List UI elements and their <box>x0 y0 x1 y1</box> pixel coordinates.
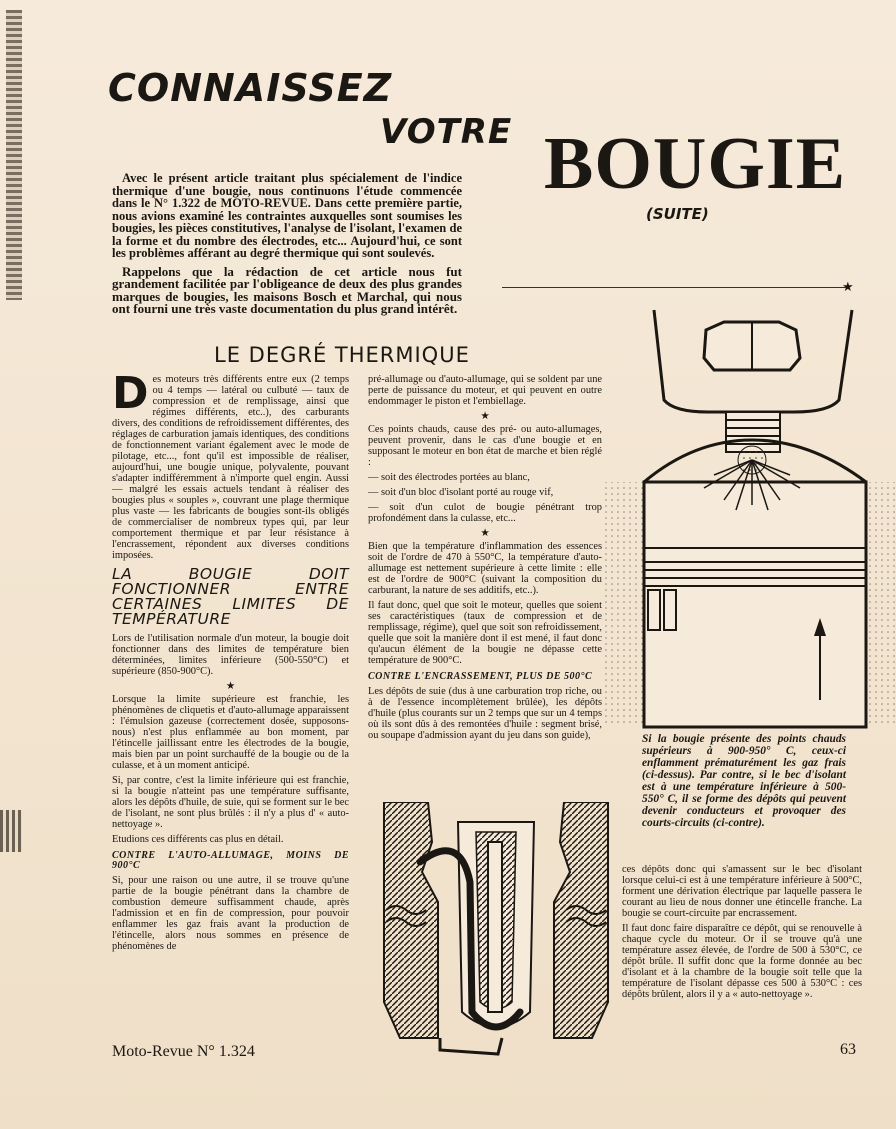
col1-paragraph-5: Etudions ces différents cas plus en détail. <box>112 834 284 845</box>
figure-caption: Si la bougie présente des points chauds supérieurs à 900-950° C, ceux-ci enflamment prématurément les gaz frais (ci-dessus). Par contre, si le bec d'isolant est à une température inférieure à 500-550° C, il se forme des dépôts qui peuvent devenir conducteurs et provoquer des courts-circuits (ci-contre). <box>642 733 846 829</box>
intro-text <box>112 172 462 322</box>
column-1 <box>112 368 349 956</box>
header-rule <box>502 287 848 288</box>
col2-paragraph-5: Les dépôts de suie (dus à une carburation trop riche, ou à de l'essence incomplètement brûlée), les dépôts d'huile (plus courants sur un 2 temps que sur un 4 temps où ils sont dûs à des remontées d'huile : segment brisé, ou soupape d'admission ayant du jeu dans son guide), <box>368 686 602 741</box>
column-3 <box>622 864 862 1004</box>
title-line-1: CONNAISSEZ <box>108 66 393 110</box>
star-ornament-icon: ★ <box>480 411 490 422</box>
combustion-chamber-diagram <box>604 300 896 730</box>
star-ornament-icon: ★ <box>842 279 854 294</box>
col1-minihead: CONTRE L'AUTO-ALLUMAGE, MOINS DE 900°C <box>112 850 349 871</box>
col2-paragraph-4: Il faut donc, quel que soit le moteur, quelles que soient ses caractéristiques (taux de compression et de remplissage, régime), quel que soit son refroidissement, quelle que soit la manière dont il est mené, il faut donc qu'aucun élément de la bougie ne dépasse cette température de 900°C. <box>368 600 602 666</box>
spark-plug-diagram <box>380 802 612 1058</box>
footer-issue: Moto-Revue N° 1.324 <box>112 1043 255 1060</box>
col3-paragraph-2: Il faut donc faire disparaître ce dépôt, qui se renouvelle à chaque cycle du moteur. Or il se trouve qu'à une température assez élevée, de l'ordre de 500 à 530°C, ce dépôt brûle. Il suffit donc que la forme donnée au bec d'isolant et à la chambre de la bougie soit telle que la température de l'isolant dépasse ces 500 à 530°C : ces dépôts brûlent, alors il y a « auto-nettoyage ». <box>622 923 862 1000</box>
intro-paragraph-1: Avec le présent article traitant plus spécialement de l'indice thermique d'une bougie, nous continuons l'étude commencée dans le N° 1.322 de MOTO-REVUE. Dans cette première partie, nous avions examiné les contraintes auxquelles sont soumises les bougies, les pièces constitutives, l'analyse de l'isolant, l'examen de la forme et du nombre des électrodes, etc... Aujourd'hui, ce sont les problèmes afférant au degré thermique qui sont soulevés. <box>112 171 462 260</box>
col1-paragraph-1 <box>112 368 349 561</box>
section-title: LE DEGRÉ THERMIQUE <box>214 343 470 367</box>
title-line-3: BOUGIE <box>544 123 847 205</box>
star-ornament-icon: ★ <box>480 528 490 539</box>
col2-list-item-3: — soit d'un culot de bougie pénétrant trop profondément dans la culasse, etc... <box>368 502 602 524</box>
col2-minihead: CONTRE L'ENCRASSEMENT, PLUS DE 500°C <box>368 671 593 682</box>
page-number: 63 <box>840 1041 856 1058</box>
drop-cap: D <box>112 368 149 419</box>
col1-paragraph-6: Si, pour une raison ou une autre, il se trouve qu'une partie de la bougie pénétrant dans la chambre de combustion demeure suffisamment chaude, après l'admission et en fin de compression, pour pouvoir enflammer les gaz frais avant la production de l'étincelle, alors nous sommes en présence de phénomènes de <box>112 875 349 952</box>
col2-list-item-2: — soit d'un bloc d'isolant porté au rouge vif, <box>368 487 554 498</box>
col1-p1-text: es moteurs très différents entre eux (2 temps ou 4 temps — latéral ou culbuté — taux de compression et de remplissage, ainsi que régimes différents, etc..), des carburants divers, des conditions de refroidissement différentes, des réglages de carburation jamais identiques, des conditions de fonctionnement variant également avec le mode de pilotage, etc..., font qu'il est impossible de réaliser, aujourd'hui, une bougie unique, polyvalente, pouvant s'adapter indifféremment à n'importe quel engin. Aussi — malgré les essais actuels tendant à réaliser des bougies plus « souples », couvrant une plage thermique plus vaste — les fabricants de bougies sont-ils obligés de commercialiser de nombreux types qui, par leur comportement thermique et par leur résistance à l'encrassement, répondent aux diverses conditions imposées. <box>112 374 349 561</box>
col2-list-item-1: — soit des électrodes portées au blanc, <box>368 472 530 483</box>
col3-paragraph-1: ces dépôts donc qui s'amassent sur le bec d'isolant lorsque celui-ci est à une température inférieure à 500°C, forment une dérivation électrique par laquelle passera le courant au lieu de nous donner une étincelle franche. La bougie se court-circuite par encrassement. <box>622 864 862 919</box>
col1-paragraph-2: Lors de l'utilisation normale d'un moteur, la bougie doit fonctionner dans des limites de température bien déterminées, limites inférieure (500-550°C) et supérieure (850-900°C). <box>112 633 349 677</box>
col1-paragraph-4: Si, par contre, c'est la limite inférieure qui est franchie, si la bougie n'atteint pas une température suffisante, alors les dépôts d'huile, de suie, qui se forment sur le bec de l'isolant, ne sont plus brûlés : il n'y a plus d' « auto-nettoyage ». <box>112 775 349 830</box>
binding-edge <box>6 10 22 300</box>
star-ornament-icon: ★ <box>225 681 236 692</box>
subtitle: (SUITE) <box>646 205 709 223</box>
col1-paragraph-3: Lorsque la limite supérieure est franchie, les phénomènes de cliquetis et d'auto-allumage apparaissent : l'émulsion gazeuse (correctement dosée, supposons-nous) n'est plus enflammée au bon moment, par l'étincelle jaillissant entre les électrodes de la bougie, mais bien par un point surchauffé de la bougie ou de la culasse, et à un moment anticipé. <box>112 694 349 771</box>
col1-subheading: LA BOUGIE DOIT FONCTIONNER ENTRE CERTAINES LIMITES DE TEMPÉRATURE <box>112 565 349 628</box>
col2-paragraph-2: Ces points chauds, cause des pré- ou auto-allumages, peuvent provenir, dans le cas d'une bougie et en supposant le moteur en bon état de marche et bien réglé : <box>368 424 602 468</box>
title-line-2: VOTRE <box>380 112 513 152</box>
column-2 <box>368 374 602 745</box>
col2-paragraph-1: pré-allumage ou d'auto-allumage, qui se soldent par une perte de puissance du moteur, et qui peuvent en outre endommager le piston et l'embiellage. <box>368 374 602 407</box>
binding-edge-mark <box>0 810 22 852</box>
intro-paragraph-2: Rappelons que la rédaction de cet article nous fut grandement facilitée par l'obligeance de deux des plus grandes marques de bougies, les maisons Bosch et Marchal, qui nous ont fourni une très vaste documentation du plus grand intérêt. <box>112 263 462 316</box>
col2-paragraph-3: Bien que la température d'inflammation des essences soit de l'ordre de 470 à 550°C, la température d'auto-allumage est nettement supérieure à cette limite : elle est de l'ordre de 900°C (suivant la composition du carburant, la nature de ses additifs, etc..). <box>368 541 602 596</box>
